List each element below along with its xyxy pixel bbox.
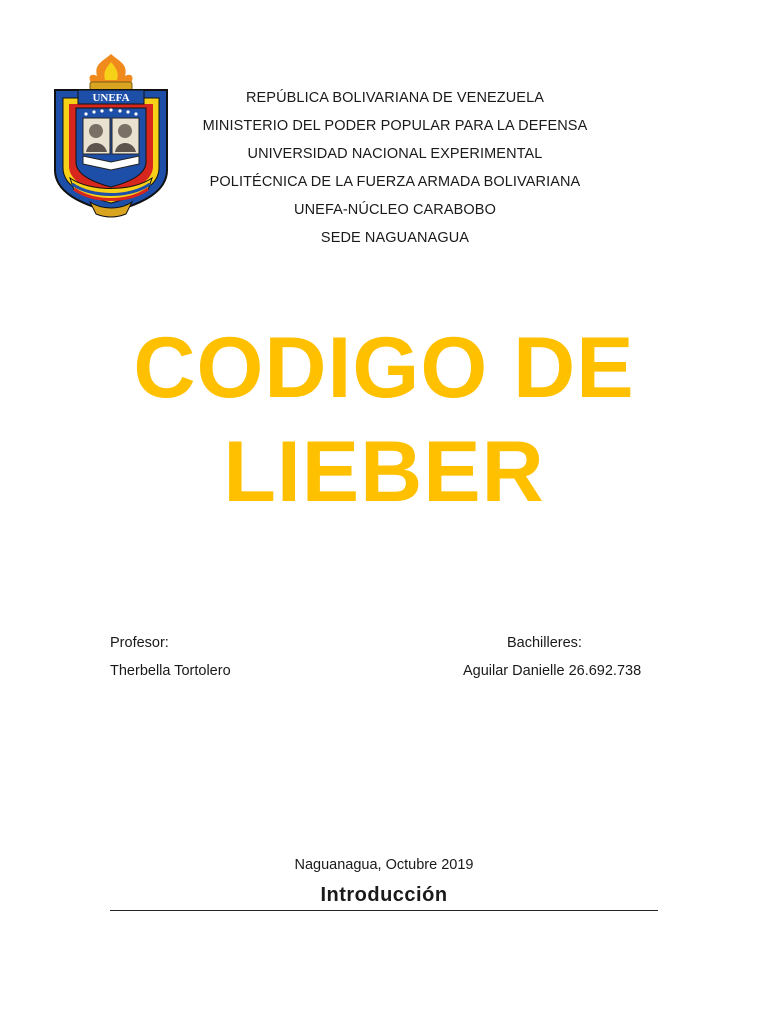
header-line-polytechnic: POLITÉCNICA DE LA FUERZA ARMADA BOLIVARIANA	[209, 174, 581, 190]
header-line-campus: SEDE NAGUANAGUA	[320, 230, 470, 246]
title-line-2: LIEBER	[223, 424, 545, 520]
student-name: Aguilar Danielle 26.692.738	[463, 663, 642, 679]
header-line-republic: REPÚBLICA BOLIVARIANA DE VENEZUELA	[245, 90, 545, 106]
header-line-university: UNIVERSIDAD NACIONAL EXPERIMENTAL	[247, 146, 543, 162]
document-title	[0, 316, 768, 524]
section-heading-introduction: Introducción	[320, 884, 448, 906]
students-label: Bachilleres:	[507, 635, 582, 651]
header-line-nucleus: UNEFA-NÚCLEO CARABOBO	[294, 202, 496, 218]
institution-header	[150, 84, 640, 252]
header-line-ministry: MINISTERIO DEL PODER POPULAR PARA LA DEFENSA	[202, 118, 588, 134]
professor-name: Therbella Tortolero	[110, 663, 231, 679]
heading-underline	[110, 910, 658, 911]
title-line-1: CODIGO DE	[133, 320, 635, 416]
logo-text: UNEFA	[92, 92, 130, 104]
place-date: Naguanagua, Octubre 2019	[294, 857, 474, 873]
professor-label: Profesor:	[110, 635, 169, 651]
